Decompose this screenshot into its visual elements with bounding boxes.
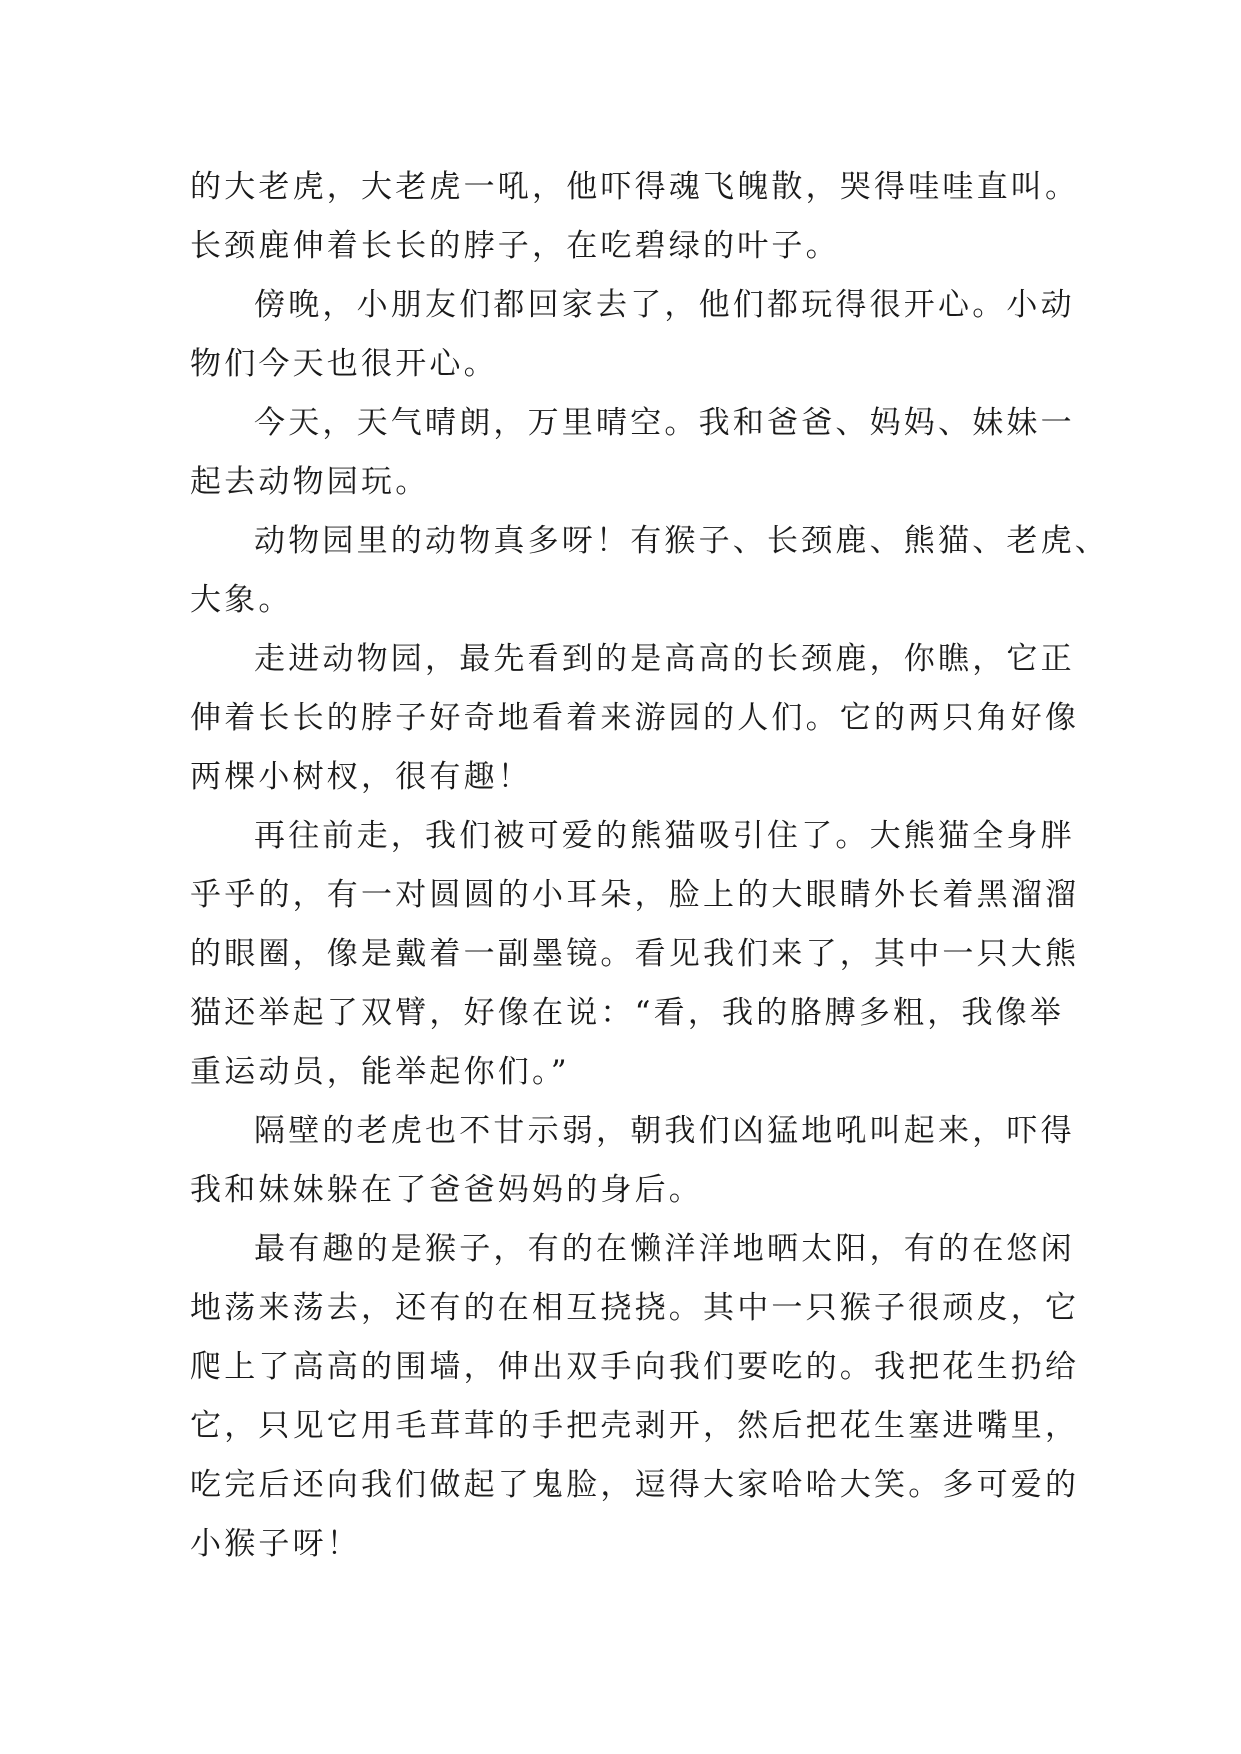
text-line: 的大老虎，大老虎一吼，他吓得魂飞魄散，哭得哇哇直叫。 [190, 169, 1080, 205]
text-line: 物们今天也很开心。 [190, 346, 498, 382]
text-line: 大象。 [190, 582, 293, 618]
text-line: 它，只见它用毛茸茸的手把壳剥开，然后把花生塞进嘴里， [190, 1408, 1080, 1444]
text-line: 猫还举起了双臂，好像在说：“看，我的胳膊多粗，我像举 [190, 995, 1065, 1031]
text-line: 起去动物园玩。 [190, 464, 430, 500]
text-line: 地荡来荡去，还有的在相互挠挠。其中一只猴子很顽皮，它 [190, 1290, 1080, 1326]
text-line: 乎乎的，有一对圆圆的小耳朵，脸上的大眼睛外长着黑溜溜 [190, 877, 1080, 913]
text-line: 我和妹妹躲在了爸爸妈妈的身后。 [190, 1172, 703, 1208]
text-line: 走进动物园，最先看到的是高高的长颈鹿，你瞧，它正 [254, 641, 1075, 677]
text-line: 傍晚，小朋友们都回家去了，他们都玩得很开心。小动 [254, 287, 1075, 323]
text-line: 长颈鹿伸着长长的脖子，在吃碧绿的叶子。 [190, 228, 840, 264]
text-line: 今天，天气晴朗，万里晴空。我和爸爸、妈妈、妹妹一 [254, 405, 1075, 441]
text-line: 爬上了高高的围墙，伸出双手向我们要吃的。我把花生扔给 [190, 1349, 1080, 1385]
text-line: 动物园里的动物真多呀！有猴子、长颈鹿、熊猫、老虎、 [254, 523, 1109, 559]
body-text [190, 158, 1109, 1574]
text-line: 隔壁的老虎也不甘示弱，朝我们凶猛地吼叫起来，吓得 [254, 1113, 1075, 1149]
text-line: 吃完后还向我们做起了鬼脸，逗得大家哈哈大笑。多可爱的 [190, 1467, 1080, 1503]
text-line: 最有趣的是猴子，有的在懒洋洋地晒太阳，有的在悠闲 [254, 1231, 1075, 1267]
text-line: 再往前走，我们被可爱的熊猫吸引住了。大熊猫全身胖 [254, 818, 1075, 854]
text-line: 两棵小树杈，很有趣！ [190, 759, 532, 795]
text-line: 的眼圈，像是戴着一副墨镜。看见我们来了，其中一只大熊 [190, 936, 1080, 972]
text-line: 伸着长长的脖子好奇地看着来游园的人们。它的两只角好像 [190, 700, 1080, 736]
text-line: 小猴子呀！ [190, 1526, 361, 1562]
text-line: 重运动员，能举起你们。” [190, 1054, 570, 1090]
